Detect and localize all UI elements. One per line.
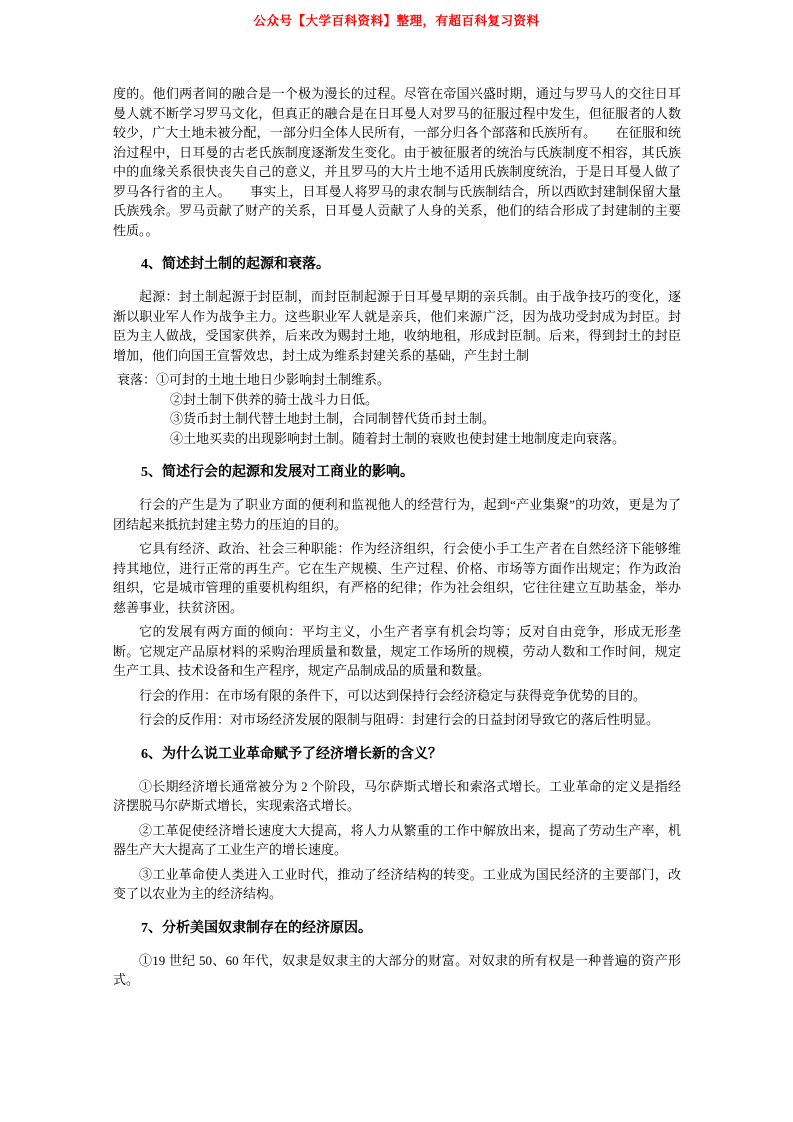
paragraph: ②工革促使经济增长速度大大提高，将人力从繁重的工作中解放出来，提高了劳动生产率，机器生产大大提高了工业生产的增长速度。 bbox=[113, 822, 681, 857]
paragraph: 度的。他们两者间的融合是一个极为漫长的过程。尽管在帝国兴盛时期，通过与罗马人的交往日耳曼人就不断学习罗马文化，但真正的融合是在日耳曼人对罗马的征服过程中发生，但征服者的人数较少，广大土地未被分配，一部分归全体人民所有，一部分归各个部落和氏族所有。 在征服和统治过程中，日耳曼的古老氏族制度逐渐发生变化。由于被征服者的统治与氏族制度不相容，其氏族中的血缘关系很快丧失自己的意义，并且罗马的大片土地不适用氏族制度统治，于是日耳曼人做了罗马各行省的主人。 事实上，日耳曼人将罗马的隶农制与氏族制结合，所以西欧封建制保留大量氏族残余。罗马贡献了财产的关系，日耳曼人贡献了人身的关系，他们的结合形成了封建制的主要性质。。 bbox=[113, 86, 681, 238]
section-heading: 5、简述行会的起源和发展对工商业的影响。 bbox=[141, 465, 414, 480]
list-item: ④土地买卖的出现影响封土制。随着封土制的衰败也使封建土地制度走向衰落。 bbox=[170, 430, 626, 446]
paragraph: 行会的产生是为了职业方面的便利和监视他人的经营行为，起到“产业集聚”的功效，更是为了团结起来抵抗封建主势力的压迫的目的。 bbox=[113, 497, 681, 532]
paragraph: 它的发展有两方面的倾向：平均主义，小生产者享有机会均等；反对自由竞争，形成无形垄断。它规定产品原材料的采购治理质量和数量，规定工作场所的规模，劳动人数和工作时间，规定生产工具、技术设备和生产程序，规定产品制成品的质量和数量。 bbox=[113, 624, 681, 678]
section-heading: 4、简述封土制的起源和衰落。 bbox=[141, 257, 330, 272]
section-heading: 7、分析美国奴隶制存在的经济原因。 bbox=[141, 920, 372, 936]
list-item: ③货币封土制代替土地封土制，合同制替代货币封土制。 bbox=[170, 411, 496, 426]
paragraph: 起源：封土制起源于封臣制，而封臣制起源于日耳曼早期的亲兵制。由于战争技巧的变化，逐渐以职业军人作为战争主力。这些职业军人就是亲兵，他们来源广泛，因为战功受封成为封臣。封臣为主人做战，受国家供养，后来改为赐封土地，收纳地租，形成封臣制。后来，得到封土的封臣增加，他们向国王宣誓效忠，封土成为维系封建关系的基础，产生封土制 bbox=[113, 289, 681, 363]
section-heading: 6、为什么说工业革命赋予了经济增长新的含义？ bbox=[141, 746, 442, 762]
header-notice: 公众号【大学百科资料】整理，有超百科复习资料 bbox=[253, 14, 540, 28]
list-intro: 衰落：①可封的土地土地日少影响封土制维系。 bbox=[117, 372, 391, 387]
paragraph: 行会的作用：在市场有限的条件下，可以达到保持行会经济稳定与获得竞争优势的目的。 bbox=[139, 687, 647, 703]
paragraph: 行会的反作用：对市场经济发展的限制与阻碍：封建行会的日益封闭导致它的落后性明显。 bbox=[139, 712, 660, 727]
paragraph: ③工业革命使人类进入工业时代，推动了经济结构的转变。工业成为国民经济的主要部门，改变了以农业为主的经济结构。 bbox=[113, 866, 681, 901]
document-content bbox=[113, 84, 681, 995]
paragraph: 它具有经济、政治、社会三种职能：作为经济组织，行会使小手工生产者在自然经济下能够维持其地位，进行正常的再生产。它在生产规模、生产过程、价格、市场等方面作出规定；作为政治组织，它是城市管理的重要机构组织，有严格的纪律；作为社会组织，它往往建立互助基金，举办慈善事业，扶贫济困。 bbox=[113, 541, 681, 615]
list-item: ②封土制下供养的骑士战斗力日低。 bbox=[170, 391, 379, 407]
paragraph: ①长期经济增长通常被分为 2 个阶段，马尔萨斯式增长和索洛式增长。工业革命的定义是指经济摆脱马尔萨斯式增长，实现索洛式增长。 bbox=[113, 778, 681, 813]
paragraph: ①19 世纪 50、60 年代，奴隶是奴隶主的大部分的财富。对奴隶的所有权是一种普遍的资产形式。 bbox=[113, 952, 681, 987]
